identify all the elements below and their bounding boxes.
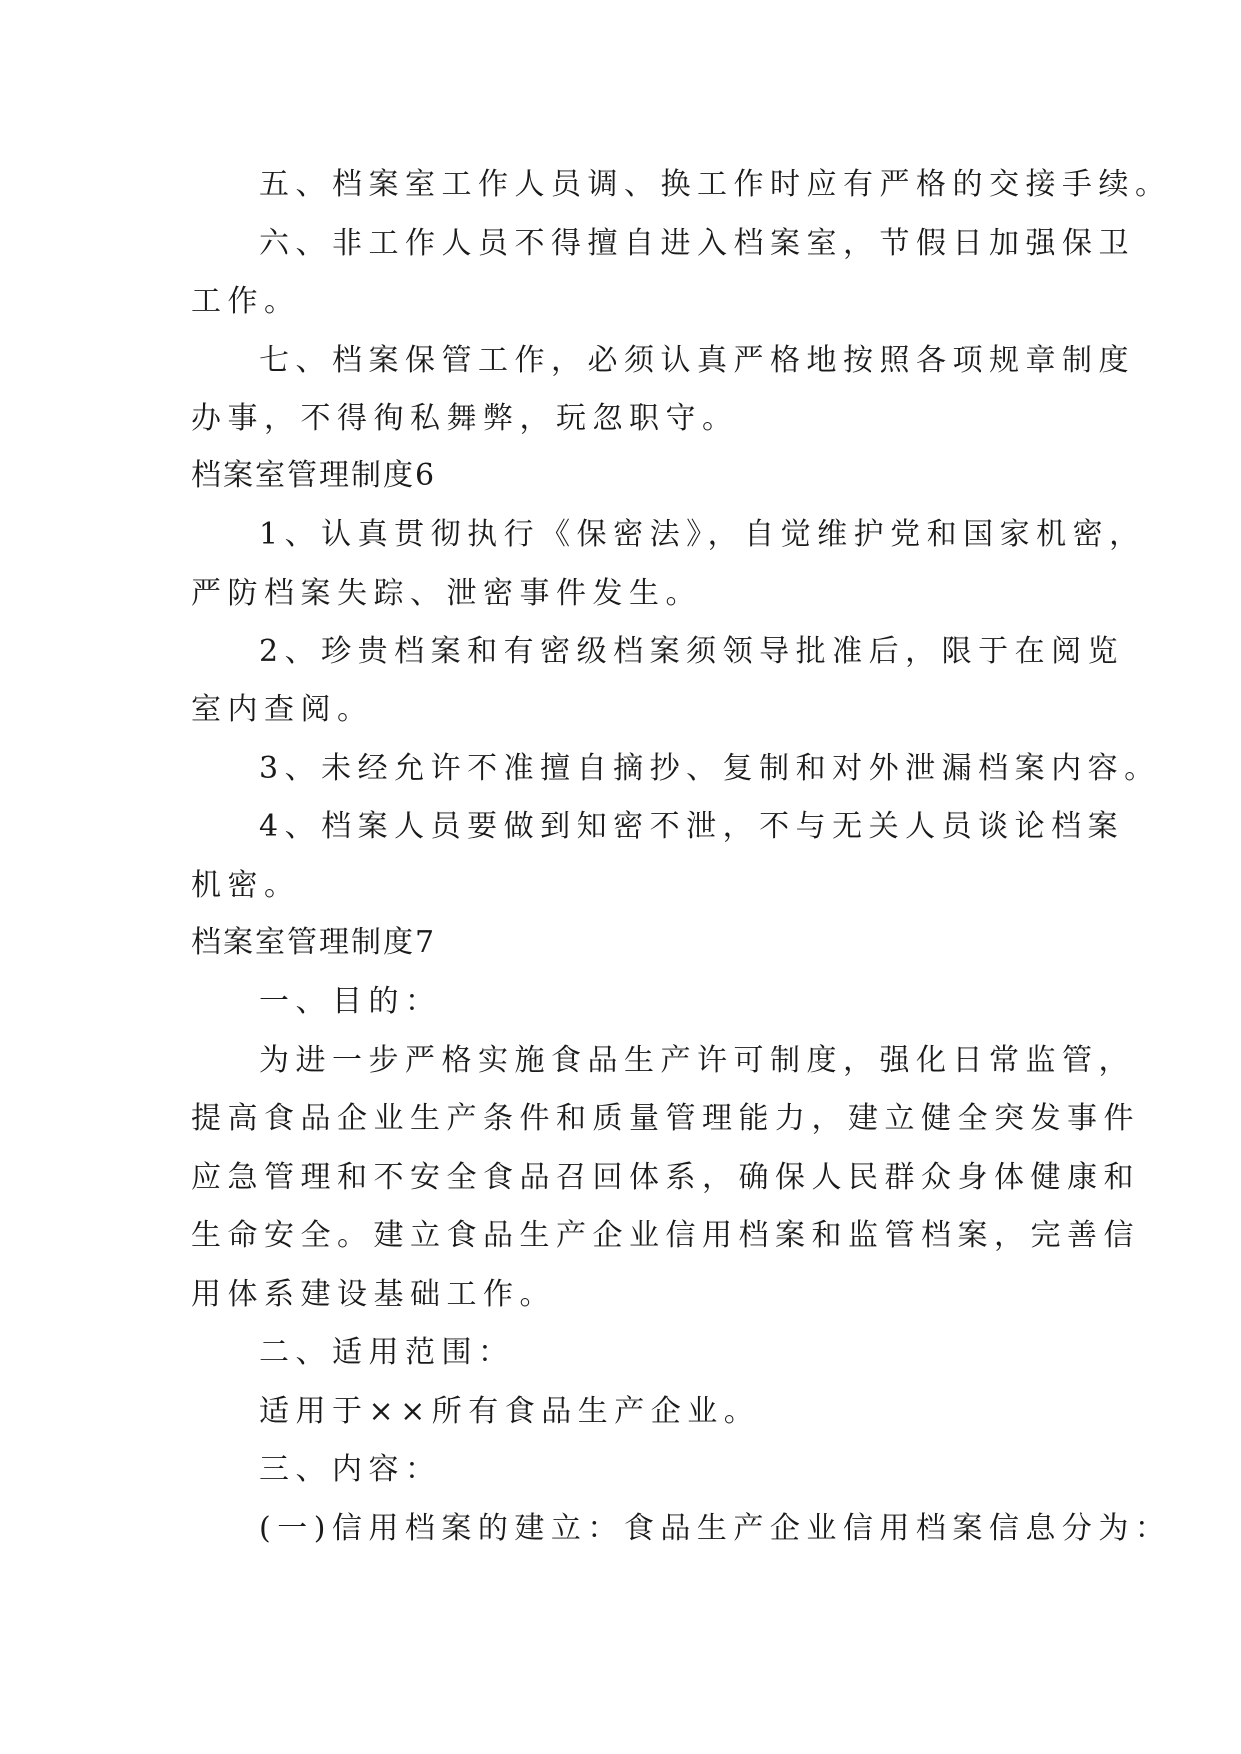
paragraph-line: 一、目的： [259,984,442,1019]
paragraph-line: 机密。 [191,868,301,903]
paragraph-line: 工作。 [191,284,301,319]
paragraph-line: 六、非工作人员不得擅自进入档案室，节假日加强保卫 [259,226,1135,261]
paragraph-line: 提高食品企业生产条件和质量管理能力，建立健全突发事件 [191,1101,1140,1136]
paragraph-line: 4、档案人员要做到知密不泄，不与无关人员谈论档案 [259,809,1125,844]
paragraph-line: 应急管理和不安全食品召回体系，确保人民群众身体健康和 [191,1160,1140,1195]
paragraph-line: 室内查阅。 [191,692,374,727]
paragraph-line: 用体系建设基础工作。 [191,1277,556,1312]
section-heading: 档案室管理制度7 [191,925,437,960]
paragraph-line: 适用于××所有食品生产企业。 [259,1394,761,1429]
paragraph-line: 七、档案保管工作，必须认真严格地按照各项规章制度 [259,343,1135,378]
paragraph-line: 2、珍贵档案和有密级档案须领导批准后，限于在阅览 [259,634,1125,669]
paragraph-line: 办事，不得徇私舞弊，玩忽职守。 [191,401,739,436]
paragraph-line: 为进一步严格实施食品生产许可制度，强化日常监管， [259,1043,1135,1078]
paragraph-line: 三、内容： [259,1452,442,1487]
paragraph-line: 3、未经允许不准擅自摘抄、复制和对外泄漏档案内容。 [259,751,1161,786]
paragraph-line: 生命安全。建立食品生产企业信用档案和监管档案，完善信 [191,1218,1140,1253]
section-heading: 档案室管理制度6 [191,458,437,493]
paragraph-line: (一)信用档案的建立：食品生产企业信用档案信息分为： [259,1511,1172,1546]
paragraph-line: 严防档案失踪、泄密事件发生。 [191,576,702,611]
paragraph-line: 1、认真贯彻执行《保密法》，自觉维护党和国家机密， [259,517,1146,552]
paragraph-line: 五、档案室工作人员调、换工作时应有严格的交接手续。 [259,167,1172,202]
paragraph-line: 二、适用范围： [259,1335,515,1370]
